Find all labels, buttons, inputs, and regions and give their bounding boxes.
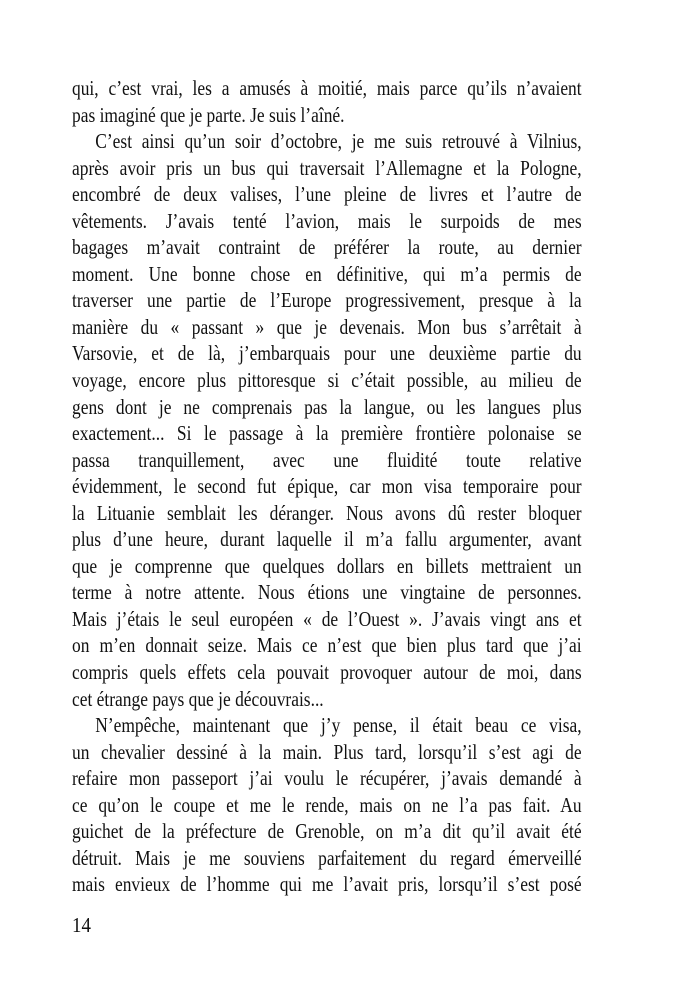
text-line: détruit. Mais je me souviens parfaitement du regard émerveillé	[72, 845, 582, 870]
text-line: Mais j’étais le seul européen « de l’Ouest ». J’avais vingt ans et	[72, 606, 582, 631]
text-line: exactement... Si le passage à la première frontière polonaise se	[72, 421, 582, 446]
page-number: 14	[72, 913, 91, 937]
text-line: terme à notre attente. Nous étions une vingtaine de personnes.	[72, 580, 582, 605]
text-line: C’est ainsi qu’un soir d’octobre, je me suis retrouvé à Vilnius,	[95, 129, 582, 154]
text-line: manière du « passant » que je devenais. Mon bus s’arrêtait à	[72, 314, 582, 339]
text-line: traverser une partie de l’Europe progressivement, presque à la	[72, 288, 582, 313]
text-line: la Lituanie semblait les déranger. Nous avons dû rester bloquer	[72, 500, 582, 525]
text-line: cet étrange pays que je découvrais...	[72, 686, 324, 711]
text-line: passa tranquillement, avec une fluidité toute relative	[72, 447, 582, 472]
text-line: compris quels effets cela pouvait provoquer autour de moi, dans	[72, 660, 582, 685]
text-line: vêtements. J’avais tenté l’avion, mais le surpoids de mes	[72, 208, 582, 233]
text-line: refaire mon passeport j’ai voulu le récupérer, j’avais demandé à	[72, 766, 582, 791]
text-line: on m’en donnait seize. Mais ce n’est que bien plus tard que j’ai	[72, 633, 582, 658]
text-line: moment. Une bonne chose en définitive, qui m’a permis de	[72, 261, 582, 286]
text-line: mais envieux de l’homme qui me l’avait pris, lorsqu’il s’est posé	[72, 872, 582, 897]
text-line: un chevalier dessiné à la main. Plus tard, lorsqu’il s’est agi de	[72, 739, 582, 764]
text-line: évidemment, le second fut épique, car mon visa temporaire pour	[72, 474, 582, 499]
text-line: N’empêche, maintenant que j’y pense, il était beau ce visa,	[95, 713, 582, 738]
text-line: bagages m’avait contraint de préférer la route, au dernier	[72, 235, 582, 260]
text-line: guichet de la préfecture de Grenoble, on m’a dit qu’il avait été	[72, 819, 582, 844]
text-line: voyage, encore plus pittoresque si c’était possible, au milieu de	[72, 368, 582, 393]
text-line: gens dont je ne comprenais pas la langue, ou les langues plus	[72, 394, 582, 419]
body-text	[72, 75, 582, 898]
text-line: ce qu’on le coupe et me le rende, mais on ne l’a pas fait. Au	[72, 792, 582, 817]
text-line: pas imaginé que je parte. Je suis l’aîné.	[72, 102, 345, 127]
text-line: que je comprenne que quelques dollars en billets mettraient un	[72, 553, 582, 578]
text-line: Varsovie, et de là, j’embarquais pour une deuxième partie du	[72, 341, 582, 366]
text-line: encombré de deux valises, l’une pleine de livres et l’autre de	[72, 182, 582, 207]
text-line: plus d’une heure, durant laquelle il m’a fallu argumenter, avant	[72, 527, 582, 552]
text-line: après avoir pris un bus qui traversait l’Allemagne et la Pologne,	[72, 155, 582, 180]
text-line: qui, c’est vrai, les a amusés à moitié, mais parce qu’ils n’avaient	[72, 76, 582, 100]
